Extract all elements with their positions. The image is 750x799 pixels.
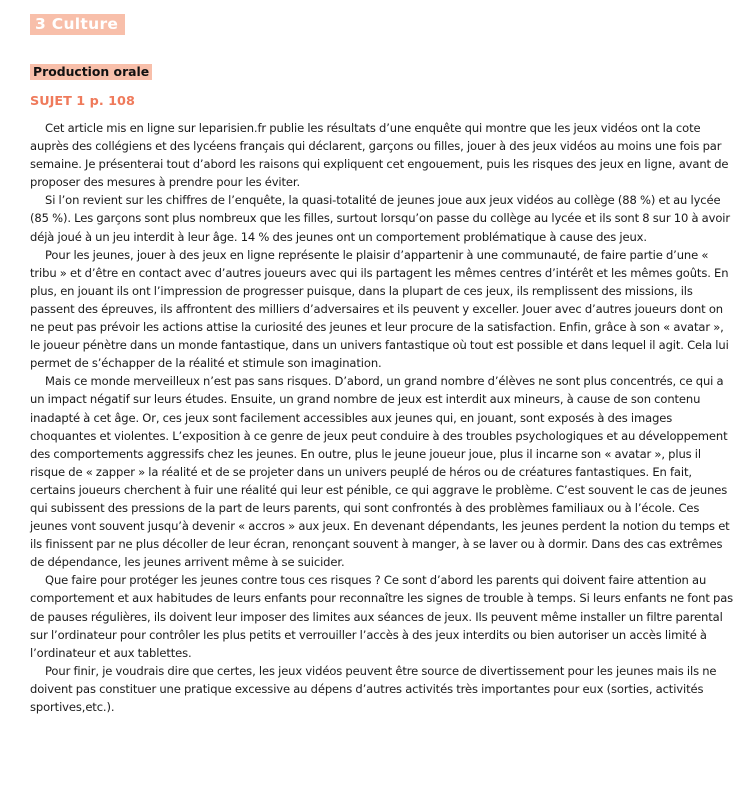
section-heading: 3 Culture <box>30 14 125 35</box>
subject-title: SUJET 1 p. 108 <box>30 94 135 109</box>
paragraph-introduction: Cet article mis en ligne sur leparisien.fr publie les résultats d’une enquête qui montre que les jeux vidéos ont la cote auprès des collégiens et des lycéens français qui déclarent, garçons ou filles, jouer à des jeux vidéos au moins une fois par semaine. Je présenterai tout d’abord les raisons qui expliquent cet engouement, puis les risques des jeux en ligne, avant de proposer des mesures à prendre pour les éviter. <box>30 121 729 190</box>
subsection-heading: Production orale <box>30 64 152 80</box>
paragraph-survey-figures: Si l’on revient sur les chiffres de l’enquête, la quasi-totalité de jeunes joue aux jeux vidéos au collège (88 %) et au lycée (85 %). Les garçons sont plus nombreux que les filles, surtout lorsqu’on passe du collège au lycée et ils sont 8 sur 10 à avoir déjà joué à un jeu interdit à leur âge. 14 % des jeunes ont un comportement problématique à cause des jeux. <box>30 193 730 244</box>
essay-body <box>30 119 736 716</box>
paragraph-conclusion: Pour finir, je voudrais dire que certes, les jeux vidéos peuvent être source de divertissement pour les jeunes mais ils ne doivent pas constituer une pratique excessive au dépens d’autres activités très importantes pour eux (sorties, activités sportives,etc.). <box>30 663 717 714</box>
paragraph-risks: Mais ce monde merveilleux n’est pas sans risques. D’abord, un grand nombre d’élèves ne sont plus concentrés, ce qui a un impact négatif sur leurs études. Ensuite, un grand nombre de jeux est interdit aux mineurs, à cause de son contenu inadapté à cet âge. Or, ces jeux sont facilement accessibles aux jeunes qui, en jouant, sont exposés à des images choquantes et violentes. L’exposition à ce genre de jeux peut conduire à des troubles psychologiques et au développement des comportements aggressifs chez les jeunes. En outre, plus le jeune joueur joue, plus il incarne son « avatar », plus il risque de « zapper » la réalité et de se projeter dans un univers peuplé de héros ou de créatures fantastiques. En fait, certains joueurs cherchent à fuir une réalité qui leur est pénible, ce qui aggrave le problème. C’est souvent le cas de jeunes qui subissent des pressions de la part de leurs parents, qui sont confrontés à des problèmes familiaux ou à l’école. Ces jeunes vont souvent jusqu’à devenir « accros » aux jeux. En devenant dépendants, les jeunes perdent la notion du temps et ils finissent par ne plus décoller de leur écran, renonçant souvent à manger, à se laver ou à dormir. Dans des cas extrêmes de dépendance, les jeunes arrivent même à se suicider. <box>30 374 730 570</box>
paragraph-measures: Que faire pour protéger les jeunes contre tous ces risques ? Ce sont d’abord les parents qui doivent faire attention au comportement et aux habitudes de leurs enfants pour reconnaître les signes de trouble à temps. Si leurs enfants ne font pas de pauses régulières, ils doivent leur imposer des limites aux séances de jeux. Ils peuvent même installer un filtre parental sur l’ordinateur pour contrôler les plus petits et verrouiller l’accès à des jeux interdits ou bien autoriser un accès limité à l’ordinateur et aux tablettes. <box>30 573 734 660</box>
paragraph-reasons: Pour les jeunes, jouer à des jeux en ligne représente le plaisir d’appartenir à une communauté, de faire partie d’une « tribu » et d’être en contact avec d’autres joueurs avec qui ils partagent les mêmes centres d’intérêt et les mêmes goûts. En plus, en jouant ils ont l’impression de progresser puisque, dans la plupart de ces jeux, ils remplissent des missions, ils passent des épreuves, ils affrontent des milliers d’adversaires et ils peuvent y exceller. Jouer avec d’autres joueurs dont on ne peut pas prévoir les actions attise la curiosité des jeunes et leur procure de la satisfaction. Enfin, grâce à son « avatar », le joueur pénètre dans un monde fantastique, dans un univers fantastique où tout est possible et dans lequel il agit. Cela lui permet de s’échapper de la réalité et stimule son imagination. <box>30 247 729 371</box>
